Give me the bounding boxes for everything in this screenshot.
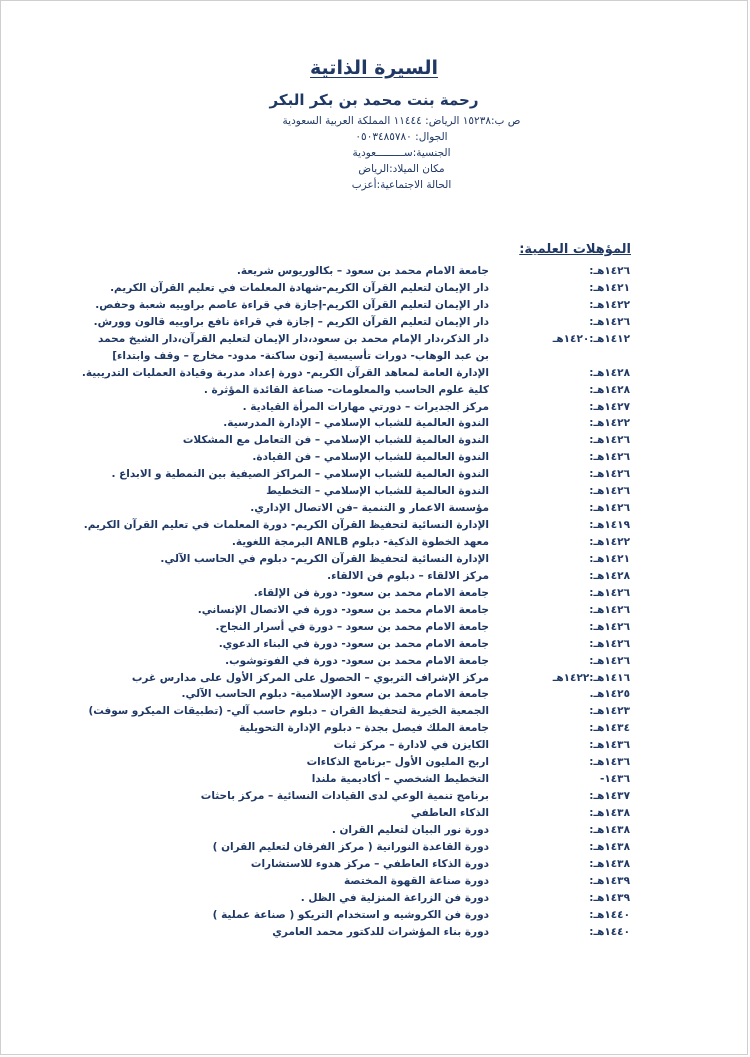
mobile-line: الجوال: ٠٥٠٣٤٨٥٧٨٠ (355, 131, 448, 143)
qualification-row (1, 384, 747, 401)
birthplace-line: مكان الميلاد:الرياض (358, 163, 445, 175)
qualifications-heading: المؤهلات العلمية: (519, 242, 631, 257)
qualification-year: ١٤٣٩هـ: (589, 891, 630, 904)
qualification-row (1, 739, 747, 756)
qualification-description: جامعة الامام محمد بن سعود – بكالوريوس شريعة. (236, 265, 489, 277)
qualification-year: ١٤٢٦هـ: (589, 637, 630, 650)
qualification-year: ١٤٢٦هـ: (589, 586, 630, 599)
qualification-year: ١٤٢٣هـ: (589, 705, 630, 718)
qualification-row (1, 722, 747, 739)
qualification-description: دورة نور البيان لتعليم القران . (331, 823, 489, 836)
qualification-row (1, 401, 747, 418)
qualification-year: ١٤٢٢هـ: (589, 298, 630, 311)
qualification-description: الندوة العالمية للشباب الإسلامي – فن القيادة. (252, 451, 489, 464)
qualification-row (1, 655, 747, 672)
qualification-row (1, 282, 747, 299)
qualification-year: ١٤٣٨هـ: (589, 823, 630, 836)
qualification-description: دار الإيمان لتعليم القرآن الكريم-إجازة في قراءة عاصم براوييه شعبة وحفص. (95, 298, 489, 311)
qualification-row (1, 485, 747, 502)
qualification-description: معهد الخطوة الذكية- دبلوم ANLB البرمجة اللغوية. (231, 536, 489, 548)
qualification-description: جامعة الامام محمد بن سعود الإسلامية- دبلوم الحاسب الآلي. (181, 688, 489, 701)
qualification-row (1, 875, 747, 892)
qualification-description: الإدارة العامة لمعاهد القرآن الكريم- دورة إعداد مدربة وقيادة العمليات التدريبية. (81, 366, 489, 379)
qualification-row (1, 841, 747, 858)
qualification-row (1, 502, 747, 519)
qualification-row (1, 824, 747, 841)
qualification-year: ١٤٢٨هـ: (589, 383, 630, 396)
person-name: رحمة بنت محمد بن بكر البكر (269, 91, 479, 109)
cv-header (1, 57, 747, 193)
qualification-year: ١٤٣٨هـ: (589, 807, 630, 819)
qualification-year: ١٤٣٤هـ: (589, 722, 630, 735)
qualification-description: مركز الإشراف التربوي – الحصول على المركز الأول على مدارس غرب (131, 671, 489, 684)
qualification-year: ١٤٢٦هـ: (589, 434, 630, 447)
qualification-description: الذكاء العاطفي (410, 807, 489, 819)
qualification-row (1, 434, 747, 451)
qualification-year: ١٤٢٦هـ: (589, 620, 630, 633)
qualifications-list (1, 265, 747, 943)
qualification-year: ١٤٢٦هـ: (589, 603, 630, 616)
qualification-description: دورة صناعة القهوة المختصة (343, 874, 489, 887)
qualification-description: دار الذكر،دار الإمام محمد بن سعود،دار الإيمان لتعليم القرآن،دار الشيخ محمد (98, 332, 489, 345)
qualification-description: كلية علوم الحاسب والمعلومات- صناعة القائدة المؤثرة . (203, 383, 489, 396)
qualification-row (1, 756, 747, 773)
qualification-description: اربح المليون الأول –برنامج الذكاءات (306, 756, 489, 769)
qualification-year: ١٤٣٧هـ: (589, 790, 630, 803)
qualification-row (1, 299, 747, 316)
qualification-description: دار الإيمان لتعليم القرآن الكريم-شهادة المعلمات في تعليم القرآن الكريم. (110, 281, 489, 294)
qualification-description: دورة فن الكروشيه و استخدام التريكو ( صناعة عملية ) (212, 908, 489, 921)
address-line: ص ب:١٥٢٣٨ الرياض: ١١٤٤٤ المملكة العربية السعودية (282, 115, 521, 127)
qualification-row (1, 570, 747, 587)
qualification-year: ١٤٢٦هـ: (589, 502, 630, 515)
qualification-description: الندوة العالمية للشباب الإسلامي – المراكز الصيفية بين النمطية و الابداع . (111, 468, 489, 481)
qualification-description: دورة القاعدة النورانية ( مركز الفرقان لتعليم القران ) (212, 840, 489, 853)
qualification-description: مركز الجديرات – دورتي مهارات المرأة القيادية . (242, 400, 489, 413)
qualification-row (1, 638, 747, 655)
qualification-year: ١٤١٢هـ:١٤٢٠هـ (552, 332, 630, 345)
qualification-year: ١٤٢٦هـ: (589, 485, 630, 498)
qualification-row (1, 316, 747, 333)
qualification-year: ١٤٢١هـ: (589, 281, 630, 294)
qualification-description: دار الإيمان لتعليم القرآن الكريم – إجازة في قراءة نافع براوييه قالون وورش. (93, 315, 489, 328)
qualification-description: الندوة العالمية للشباب الإسلامي – فن التعامل مع المشكلات (182, 434, 489, 447)
qualification-row (1, 926, 747, 943)
qualification-row (1, 265, 747, 282)
qualification-row (1, 367, 747, 384)
qualification-row (1, 807, 747, 824)
qualification-year: ١٤٣٦هـ: (589, 756, 630, 769)
qualification-description: جامعة الامام محمد بن سعود- دورة في البناء الدعوي. (218, 637, 489, 650)
qualification-row (1, 350, 747, 367)
qualification-row (1, 790, 747, 807)
qualification-year: ١٤٢١هـ: (589, 552, 630, 565)
qualification-row (1, 451, 747, 468)
qualification-description: جامعة الملك فيصل بجدة – دبلوم الإدارة التحويلية (239, 722, 489, 735)
qualification-description: الإدارة النسائية لتحفيظ القرآن الكريم- دورة المعلمات في تعليم القرآن الكريم. (83, 519, 489, 532)
qualification-description: دورة فن الزراعة المنزلية في الظل . (300, 891, 489, 904)
qualification-description: بن عبد الوهاب- دورات تأسيسية [نون ساكنة- مدود- مخارج – وقف وابتداء] (112, 349, 489, 362)
qualification-row (1, 909, 747, 926)
qualification-row (1, 688, 747, 705)
qualification-year: ١٤١٩هـ: (589, 519, 630, 532)
qualification-description: جامعة الامام محمد بن سعود- دورة في الفوتوشوب. (225, 654, 489, 667)
qualification-year: ١٤١٦هـ:١٤٢٢هـ (552, 671, 630, 684)
qualification-description: جامعة الامام محمد بن سعود- دورة فن الإلقاء. (253, 586, 489, 599)
qualification-year: ١٤٢٧هـ: (589, 400, 630, 413)
marital-status-line: الحالة الاجتماعية:أعزب (351, 179, 452, 191)
qualification-year: ١٤٢٨هـ: (589, 569, 630, 582)
qualification-description: دورة بناء المؤشرات للدكتور محمد العامري (272, 925, 489, 938)
qualification-description: جامعة الامام محمد بن سعود- دورة في الاتصال الإنساني. (197, 603, 489, 616)
qualification-description: مركز الالقاء – دبلوم فن الالقاء. (327, 569, 489, 582)
page-title: السيرة الذاتية (310, 57, 438, 79)
qualification-description: جامعة الامام محمد بن سعود – دورة في أسرار النجاح. (215, 620, 489, 633)
qualification-row (1, 587, 747, 604)
qualification-year: ١٤٣٨هـ: (589, 857, 630, 870)
qualification-year: ١٤٣٨هـ: (589, 840, 630, 853)
qualification-year: ١٤٣٩هـ: (589, 874, 630, 887)
qualification-year: ١٤٢٨هـ: (589, 366, 630, 379)
qualification-year: ١٤٢٦هـ: (589, 265, 630, 277)
qualification-year: ١٤٢٢هـ: (589, 417, 630, 430)
nationality-line: الجنسية:ســـــــــعودية (352, 147, 451, 159)
qualification-row (1, 333, 747, 350)
qualification-row (1, 468, 747, 485)
qualification-row (1, 604, 747, 621)
qualification-year: ١٤٢٦هـ: (589, 451, 630, 464)
qualification-year: ١٤٤٠هـ: (589, 925, 630, 938)
qualification-row (1, 417, 747, 434)
personal-info (1, 113, 750, 193)
qualification-description: دورة الذكاء العاطفي – مركز هدوء للاستشارات (250, 857, 489, 870)
qualification-row (1, 621, 747, 638)
qualification-row (1, 773, 747, 790)
qualification-year: ١٤٣٦هـ: (589, 739, 630, 752)
qualification-description: التخطيط الشخصي – أكاديمية ملندا (311, 773, 489, 786)
qualification-row (1, 892, 747, 909)
qualification-row (1, 705, 747, 722)
qualification-row (1, 553, 747, 570)
qualification-year: ١٤٤٠هـ: (589, 908, 630, 921)
qualification-row (1, 858, 747, 875)
qualification-description: برنامج تنمية الوعي لدى القيادات النسائية – مركز باحثات (200, 790, 489, 803)
qualification-description: مؤسسة الاعمار و التنمية –فن الاتصال الإداري. (250, 502, 489, 515)
qualification-year: ١٤٢٢هـ: (589, 536, 630, 548)
qualification-description: الندوة العالمية للشباب الإسلامي – التخطيط (266, 485, 489, 498)
qualification-row (1, 672, 747, 689)
qualification-description: الكايزن في لادارة – مركز ثبات (333, 739, 489, 752)
qualification-year: ١٤٢٦هـ: (589, 468, 630, 481)
qualification-description: الجمعية الخيرية لتحفيظ القران – دبلوم حاسب آلي- (تطبيقات الميكرو سوفت) (88, 705, 489, 718)
qualification-year: ١٤٢٥هـ. (589, 688, 630, 701)
qualification-row (1, 536, 747, 553)
qualification-description: الإدارة النسائية لتحفيظ القرآن الكريم- دبلوم في الحاسب الآلي. (160, 552, 489, 565)
qualification-year: ١٤٢٦هـ: (589, 315, 630, 328)
qualification-row (1, 519, 747, 536)
qualification-description: الندوة العالمية للشباب الإسلامي – الإدارة المدرسية. (223, 417, 489, 430)
qualification-year: ١٤٢٦هـ: (589, 654, 630, 667)
qualification-year: ١٤٣٦- (600, 773, 630, 786)
